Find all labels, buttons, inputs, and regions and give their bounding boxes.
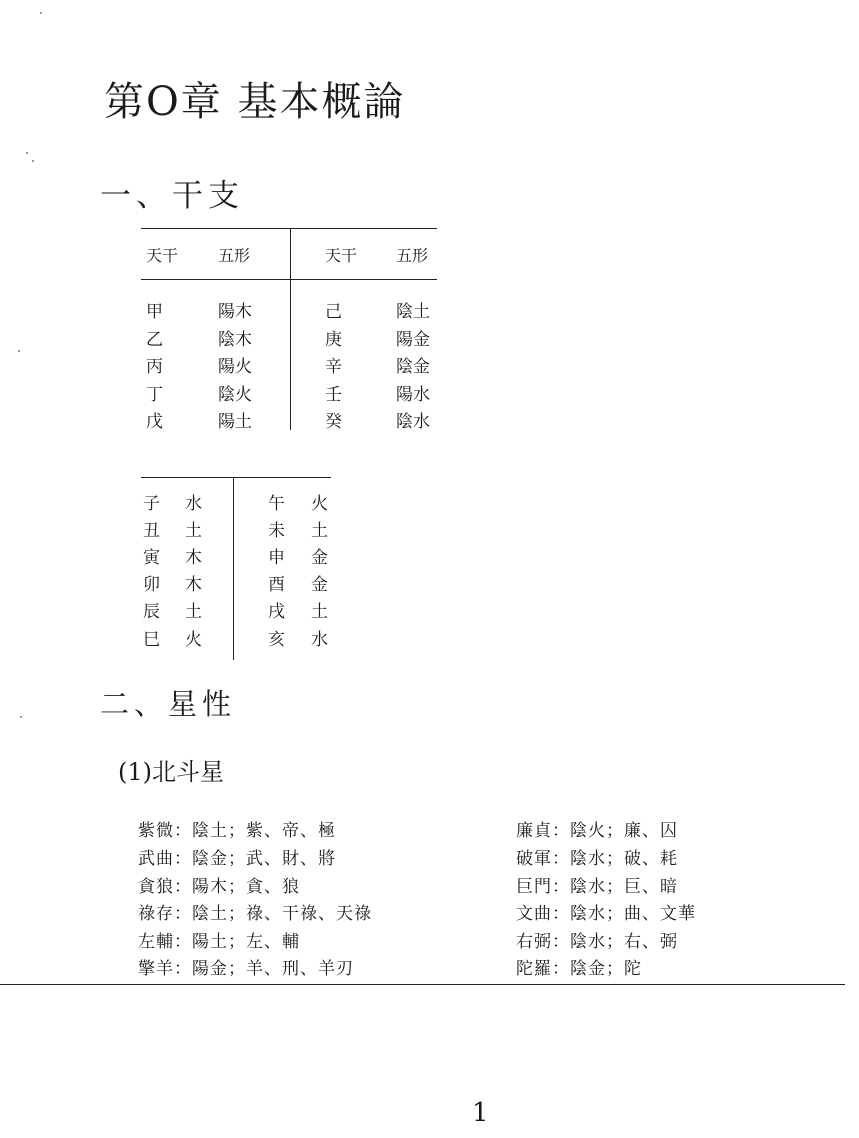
star-entry: 武曲：陰金；武、財、將 xyxy=(138,849,336,869)
star-entry: 廉貞：陰火；廉、囚 xyxy=(516,821,678,841)
stems-header-stem: 天干 xyxy=(325,246,358,265)
stems-cell: 辛 xyxy=(325,357,342,377)
stems-cell: 陽火 xyxy=(218,357,252,377)
branches-cell: 火 xyxy=(185,630,202,650)
stems-cell: 癸 xyxy=(325,412,342,432)
branches-cell: 丑 xyxy=(143,521,160,541)
star-entry: 破軍：陰水；破、耗 xyxy=(516,849,678,869)
section-title-star-nature: 二、星性 xyxy=(100,687,237,721)
branches-cell: 木 xyxy=(185,575,202,595)
branches-cell: 土 xyxy=(185,521,202,541)
star-entry: 左輔：陽土；左、輔 xyxy=(138,932,300,952)
stems-cell: 庚 xyxy=(325,330,342,350)
scan-speck xyxy=(32,160,34,162)
branches-cell: 申 xyxy=(268,548,285,568)
stems-cell: 陰金 xyxy=(396,357,430,377)
branches-cell: 寅 xyxy=(143,548,160,568)
star-entry: 陀羅：陰金；陀 xyxy=(516,959,642,979)
branches-cell: 戌 xyxy=(268,602,285,622)
scan-speck xyxy=(18,350,20,352)
stems-table-header-rule xyxy=(141,279,437,280)
star-entry: 擎羊：陽金；羊、刑、羊刃 xyxy=(138,959,354,979)
branches-cell: 午 xyxy=(268,494,285,514)
branches-cell: 子 xyxy=(143,494,160,514)
star-entry: 右弼：陰水；右、弼 xyxy=(516,932,678,952)
stems-header-element: 五形 xyxy=(396,246,429,265)
stems-cell: 戊 xyxy=(146,412,163,432)
branches-cell: 土 xyxy=(185,602,202,622)
branches-cell: 金 xyxy=(311,548,328,568)
stems-cell: 陽土 xyxy=(218,412,252,432)
branches-cell: 辰 xyxy=(143,602,160,622)
scan-speck xyxy=(40,12,42,14)
stems-cell: 陽木 xyxy=(218,302,252,322)
stems-cell: 陰水 xyxy=(396,412,430,432)
section-title-stems-branches: 一、干支 xyxy=(100,178,244,214)
star-entry: 紫微：陰土；紫、帝、極 xyxy=(138,821,336,841)
stems-header-element: 五形 xyxy=(218,246,251,265)
stems-table-divider xyxy=(290,228,291,430)
star-entry: 文曲：陰水；曲、文華 xyxy=(516,904,696,924)
stems-cell: 壬 xyxy=(325,385,342,405)
branches-cell: 土 xyxy=(311,521,328,541)
stems-cell: 甲 xyxy=(146,302,163,322)
branches-cell: 酉 xyxy=(268,575,285,595)
page-bottom-rule xyxy=(0,984,845,985)
branches-table-divider xyxy=(233,477,234,660)
stems-cell: 陽水 xyxy=(396,385,430,405)
stems-table-top-rule xyxy=(141,228,437,229)
branches-cell: 水 xyxy=(311,630,328,650)
chapter-title: 第O章 基本概論 xyxy=(104,79,406,125)
stems-cell: 丙 xyxy=(146,357,163,377)
stems-cell: 乙 xyxy=(146,330,163,350)
star-entry: 貪狼：陽木；貪、狼 xyxy=(138,877,300,897)
scan-speck xyxy=(26,152,28,154)
stems-cell: 陰火 xyxy=(218,385,252,405)
stems-cell: 丁 xyxy=(146,385,163,405)
branches-cell: 未 xyxy=(268,521,285,541)
branches-cell: 巳 xyxy=(143,630,160,650)
stems-cell: 陰木 xyxy=(218,330,252,350)
subsection-title-northern-dipper: (1)北斗星 xyxy=(118,758,224,786)
stems-cell: 陰土 xyxy=(396,302,430,322)
scan-speck xyxy=(20,716,22,718)
stems-header-stem: 天干 xyxy=(146,246,179,265)
branches-cell: 金 xyxy=(311,575,328,595)
branches-cell: 火 xyxy=(311,494,328,514)
stems-cell: 陽金 xyxy=(396,330,430,350)
branches-cell: 木 xyxy=(185,548,202,568)
branches-cell: 水 xyxy=(185,494,202,514)
stems-cell: 己 xyxy=(325,302,342,322)
branches-cell: 亥 xyxy=(268,630,285,650)
branches-cell: 土 xyxy=(311,602,328,622)
page-number: 1 xyxy=(472,1098,489,1128)
star-entry: 巨門：陰水；巨、暗 xyxy=(516,877,678,897)
branches-cell: 卯 xyxy=(143,575,160,595)
branches-table-top-rule xyxy=(141,477,331,478)
star-entry: 祿存：陰土；祿、干祿、天祿 xyxy=(138,904,372,924)
